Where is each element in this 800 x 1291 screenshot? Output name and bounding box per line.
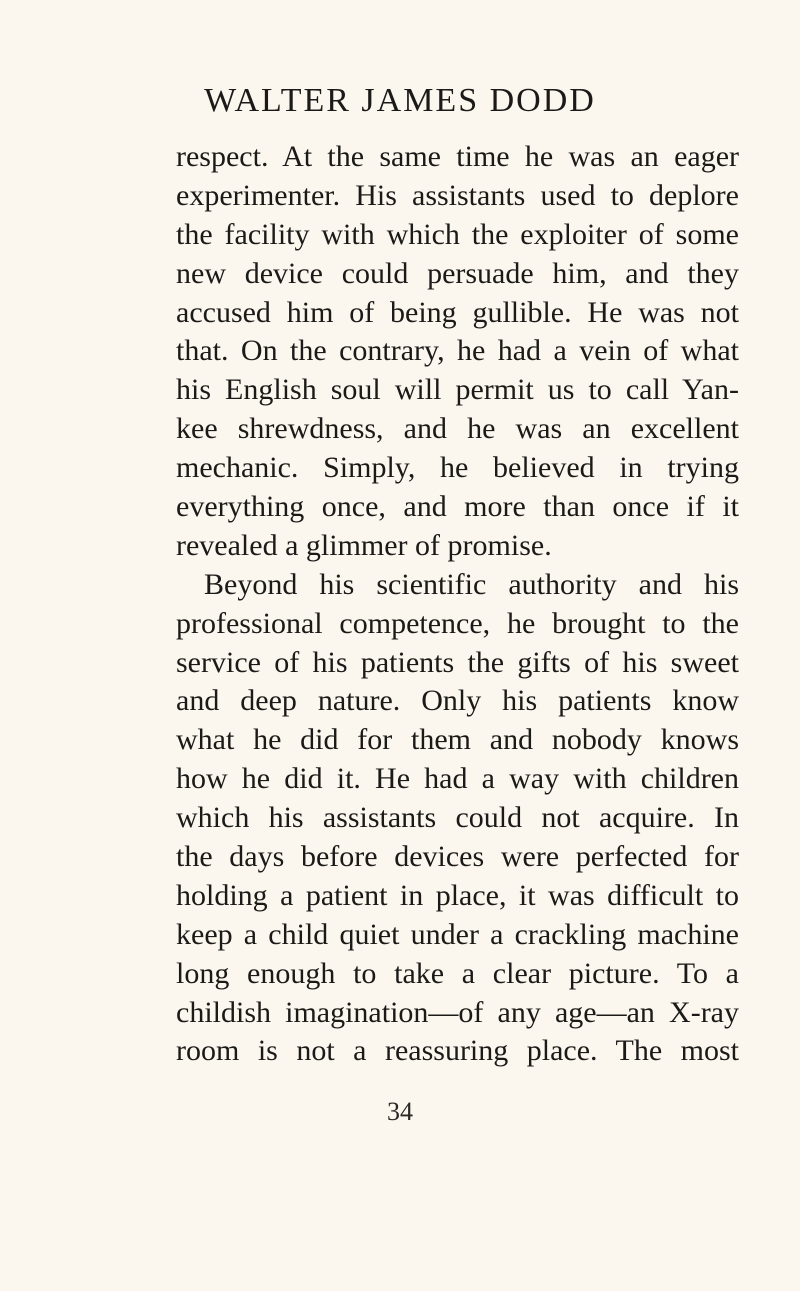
text-line: keep a child quiet under a crackling machine	[176, 917, 739, 951]
text-line: and deep nature. Only his patients know	[176, 684, 739, 718]
text-line: Beyond his scientific authority and his	[204, 567, 739, 601]
text-line: revealed a glimmer of promise.	[176, 528, 552, 562]
text-line: experimenter. His assistants used to deplore	[176, 178, 739, 212]
text-line: the days before devices were perfected for	[176, 840, 739, 874]
text-line: new device could persuade him, and they	[176, 256, 739, 290]
text-line: accused him of being gullible. He was not	[176, 295, 739, 329]
text-line: respect. At the same time he was an eager	[176, 140, 739, 173]
running-head: WALTER JAMES DODD	[204, 82, 596, 119]
text-line: everything once, and more than once if it	[176, 490, 739, 524]
text-line: the facility with which the exploiter of some	[176, 217, 739, 251]
text-line: childish imagination—of any age—an X-ray	[176, 995, 739, 1029]
text-line: what he did for them and nobody knows	[176, 723, 739, 757]
text-line: room is not a reassuring place. The most	[176, 1034, 739, 1068]
text-line: long enough to take a clear picture. To a	[176, 956, 739, 990]
text-line: professional competence, he brought to the	[176, 606, 739, 640]
paragraph-2	[176, 566, 739, 1072]
text-line: service of his patients the gifts of his sweet	[176, 645, 739, 679]
text-line: kee shrewdness, and he was an excellent	[176, 412, 739, 446]
text-line: mechanic. Simply, he believed in trying	[176, 451, 739, 485]
paragraph-1	[176, 138, 739, 566]
text-line: which his assistants could not acquire. In	[176, 801, 739, 835]
page-number: 34	[387, 1097, 413, 1126]
body-text	[176, 138, 739, 1071]
text-line: holding a patient in place, it was difficult to	[176, 878, 739, 912]
text-line: his English soul will permit us to call Yan-	[176, 373, 739, 407]
text-line: how he did it. He had a way with children	[176, 762, 739, 796]
text-line: that. On the contrary, he had a vein of what	[176, 334, 739, 368]
